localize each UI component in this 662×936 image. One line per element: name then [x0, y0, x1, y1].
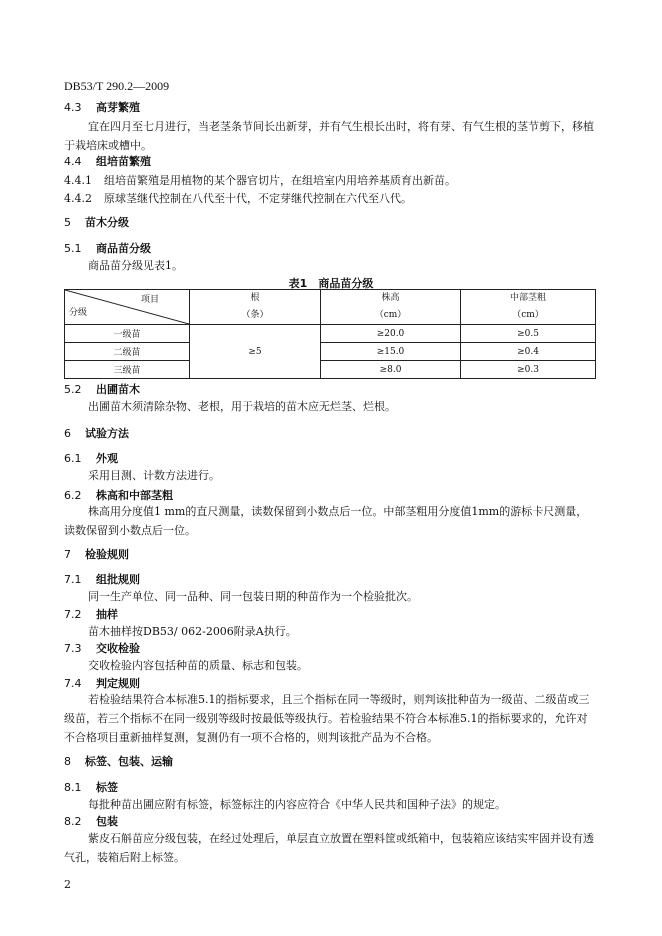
section-5-2-heading [64, 381, 140, 397]
header-root-unit: （条） [241, 310, 269, 320]
section-number: 8.1 [64, 781, 82, 794]
section-number: 5 [64, 216, 71, 229]
header-height-unit: （cm） [374, 310, 407, 320]
header-root-label: 根 [250, 293, 260, 303]
section-8-2-heading [64, 813, 118, 829]
table-caption: 表1 商品苗分级 [288, 277, 374, 290]
corner-top-label: 项目 [140, 295, 159, 305]
table-row [65, 343, 596, 361]
section-text: 原球茎继代控制在八代至十代，不定芽继代控制在六代至八代。 [104, 192, 412, 205]
section-8-2-text: 紫皮石斛苗应分级包装，在经过处理后，单层直立放置在塑料筐或纸箱中，包装箱应该结实牢固并设有透气孔，装箱后附上标签。 [64, 832, 594, 864]
table-corner-cell [65, 290, 190, 325]
section-8-heading [64, 753, 173, 769]
section-number: 7 [64, 548, 71, 561]
section-6-heading [64, 425, 129, 441]
section-4-4-1 [64, 172, 456, 188]
section-title: 抽样 [96, 608, 118, 621]
section-title: 外观 [96, 452, 118, 465]
section-title: 交收检验 [96, 642, 140, 655]
grading-table [64, 289, 596, 379]
section-4-3-heading [64, 99, 140, 115]
section-4-4-2 [64, 190, 412, 206]
section-text: 组培苗繁殖是用植物的某个器官切片，在组培室内用培养基质育出新苗。 [104, 174, 456, 187]
section-7-3-text: 交收检验内容包括种苗的质量、标志和包装。 [88, 659, 308, 672]
section-5-1-heading [64, 240, 151, 256]
root-cell: ≥5 [190, 325, 321, 379]
height-cell: ≥8.0 [321, 361, 461, 379]
section-4-4-heading [64, 153, 151, 169]
section-title: 标签、包装、运输 [85, 755, 173, 768]
header-height-label: 株高 [381, 293, 400, 303]
section-number: 5.2 [64, 383, 82, 396]
section-number: 4.4.2 [64, 192, 92, 205]
section-5-1-text: 商品苗分级见表1。 [88, 259, 183, 272]
section-6-1-heading [64, 450, 118, 466]
section-7-4-text: 若检验结果符合本标准5.1的指标要求，且三个指标在同一等级时，则判该批种苗为一级苗、二级苗或三级苗，若三个指标不在同一级别等级时按最低等级执行。若检验结果不符合本标准5.1的指标要求的，允许对不合格项目重新抽样复测，复测仍有一项不合格的，则判该批产品为不合格。 [64, 693, 590, 744]
section-5-heading [64, 214, 129, 230]
section-7-heading [64, 546, 129, 562]
section-title: 株高和中部茎粗 [96, 489, 173, 502]
section-8-1-text: 每批种苗出圃应附有标签，标签标注的内容应符合《中华人民共和国种子法》的规定。 [88, 798, 506, 811]
table-row [65, 361, 596, 379]
grade-cell: 二级苗 [65, 343, 190, 361]
section-number: 7.3 [64, 642, 82, 655]
height-cell: ≥20.0 [321, 325, 461, 343]
section-number: 6.1 [64, 452, 82, 465]
header-stem-unit: （cm） [512, 310, 544, 320]
header-root [190, 290, 321, 325]
section-number: 6 [64, 427, 71, 440]
section-title: 组批规则 [96, 573, 140, 586]
height-cell: ≥15.0 [321, 343, 461, 361]
section-title: 出圃苗木 [96, 383, 140, 396]
section-number: 5.1 [64, 242, 82, 255]
section-number: 4.3 [64, 101, 82, 114]
section-7-1-text: 同一生产单位、同一品种、同一包装日期的种苗作为一个检验批次。 [88, 590, 418, 603]
stem-cell: ≥0.3 [461, 361, 596, 379]
section-7-1-heading [64, 571, 140, 587]
grade-cell: 一级苗 [65, 325, 190, 343]
section-title: 商品苗分级 [96, 242, 151, 255]
section-number: 8.2 [64, 815, 82, 828]
section-8-1-heading [64, 779, 118, 795]
section-title: 标签 [96, 781, 118, 794]
header-height [321, 290, 461, 325]
section-6-2-heading [64, 487, 173, 503]
header-stem-label: 中部茎粗 [509, 293, 546, 303]
section-6-1-text: 采用目测、计数方法进行。 [88, 469, 220, 482]
document-header: DB53/T 290.2—2009 [64, 79, 170, 93]
section-number: 6.2 [64, 489, 82, 502]
table-row [65, 325, 596, 343]
section-title: 包装 [96, 815, 118, 828]
section-number: 7.1 [64, 573, 82, 586]
stem-cell: ≥0.5 [461, 325, 596, 343]
page-number: 2 [64, 878, 71, 891]
section-title: 检验规则 [85, 548, 129, 561]
section-number: 4.4.1 [64, 174, 92, 187]
section-title: 试验方法 [85, 427, 129, 440]
corner-bottom-label: 分级 [69, 308, 88, 318]
section-6-2-text: 株高用分度值1 mm的直尺测量，读数保留到小数点后一位。中部茎粗用分度值1mm的游标卡尺测量，读数保留到小数点后一位。 [64, 505, 588, 537]
section-7-3-heading [64, 640, 140, 656]
section-title: 组培苗繁殖 [96, 155, 151, 168]
stem-cell: ≥0.4 [461, 343, 596, 361]
section-number: 4.4 [64, 155, 82, 168]
section-7-2-text: 苗木抽样按DB53/ 062-2006附录A执行。 [88, 625, 297, 638]
section-title: 苗木分级 [85, 216, 129, 229]
header-stem [461, 290, 596, 325]
section-4-3-text: 宜在四月至七月进行，当老茎条节间长出新芽，并有气生根长出时，将有芽、有气生根的茎节剪下，移植于栽培床或槽中。 [64, 120, 594, 152]
table-header-row [65, 290, 596, 325]
section-7-4-heading [64, 675, 140, 691]
section-5-2-text: 出圃苗木须清除杂物、老根，用于栽培的苗木应无烂茎、烂根。 [88, 400, 396, 413]
section-title: 判定规则 [96, 677, 140, 690]
section-number: 8 [64, 755, 71, 768]
section-number: 7.4 [64, 677, 82, 690]
section-number: 7.2 [64, 608, 82, 621]
grade-cell: 三级苗 [65, 361, 190, 379]
section-title: 高芽繁殖 [96, 101, 140, 114]
section-7-2-heading [64, 606, 118, 622]
